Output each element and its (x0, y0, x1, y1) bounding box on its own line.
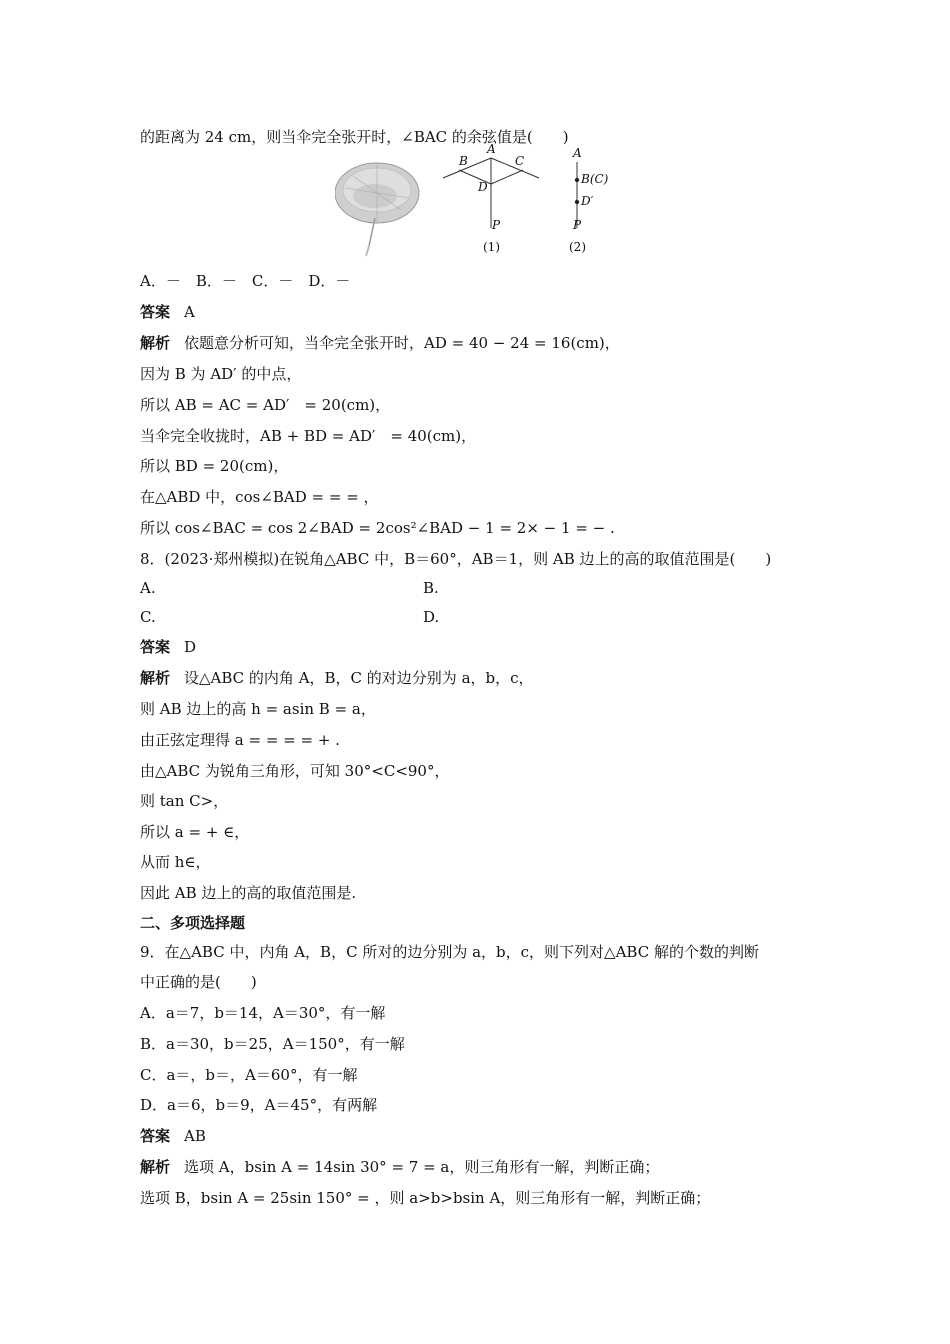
choice-line: B．a＝30，b＝25，A＝150°，有一解 (140, 1035, 405, 1053)
text-line: 所以 BD = 20(cm)， (140, 457, 289, 475)
point-label: A (487, 142, 496, 156)
answer-label: 答案 (140, 1127, 171, 1145)
choice-line: C．a＝，b＝，A＝60°，有一解 (140, 1066, 358, 1084)
text-line: 由△ABC 为锐角三角形，可知 30°<C<90°， (140, 762, 450, 780)
question-line: 中正确的是( ) (140, 973, 257, 991)
diagram-1 (443, 158, 539, 228)
text-line: 从而 h∈， (140, 853, 211, 871)
text-line: 所以 AB = AC = AD′ = 20(cm)， (140, 396, 391, 414)
text-line: 在△ABD 中，cos∠BAD = = = ， (140, 488, 379, 506)
analysis-text: 依题意分析可知，当伞完全张开时，AD = 40 − 24 = 16(cm)， (184, 334, 620, 352)
text-line: 所以 cos∠BAC = cos 2∠BAD = 2cos²∠BAD − 1 = 2× − 1 = − . (140, 519, 615, 537)
question-line: 9．在△ABC 中，内角 A，B，C 所对的边分别为 a，b，c，则下列对△ABC 解的个数的判断 (140, 943, 759, 961)
text-line: 因此 AB 边上的高的取值范围是. (140, 884, 357, 902)
figure-caption: (1) (483, 240, 500, 254)
point-label: B(C) (581, 172, 609, 186)
choice-line (140, 577, 439, 599)
question-line: 8．(2023·郑州模拟)在锐角△ABC 中，B＝60°，AB＝1，则 AB 边上的高的取值范围是( ) (140, 550, 772, 568)
answer-value: D (184, 638, 197, 656)
choice-line: A．a＝7，b＝14，A＝30°，有一解 (140, 1004, 386, 1022)
choice-line (140, 606, 440, 628)
point-label: C (515, 154, 525, 168)
answer-value: AB (184, 1127, 206, 1145)
analysis-line (140, 667, 534, 689)
text-line: 则 AB 边上的高 h = asin B = a， (140, 700, 376, 718)
answer-line (140, 1125, 206, 1147)
point-label: D′ (581, 194, 594, 208)
point-label: P (492, 218, 501, 232)
text-line: 由正弦定理得 a = = = = + . (140, 731, 340, 749)
analysis-text: 设△ABC 的内角 A，B，C 的对边分别为 a，b，c， (184, 669, 534, 687)
point-label: B (459, 154, 468, 168)
analysis-label: 解析 (140, 1158, 171, 1176)
text-line: 选项 B，bsin A = 25sin 150° = ，则 a>b>bsin A，则三角形有一解，判断正确； (140, 1189, 711, 1207)
choice-a: A. (140, 579, 156, 597)
text-line: 因为 B 为 AD′ 的中点， (140, 365, 302, 383)
analysis-label: 解析 (140, 334, 171, 352)
umbrella-photo (335, 163, 419, 256)
choice-d: D. (423, 608, 440, 626)
point-label: D (478, 180, 488, 194)
answer-value: A (184, 303, 195, 321)
answer-line (140, 301, 195, 323)
figure-caption: (2) (569, 240, 586, 254)
text-line: 则 tan C>， (140, 792, 229, 810)
answer-label: 答案 (140, 638, 171, 656)
text-line: 当伞完全收拢时，AB + BD = AD′ = 40(cm)， (140, 427, 477, 445)
choice-b: B. (423, 579, 439, 597)
choice-c: C. (140, 608, 156, 626)
point-label: P (573, 218, 582, 232)
choice-line: A．－ B．－ C．－ D．－ (140, 272, 351, 290)
text-line: 的距离为 24 cm，则当伞完全张开时，∠BAC 的余弦值是( ) (140, 128, 569, 146)
analysis-label: 解析 (140, 669, 171, 687)
answer-line (140, 636, 196, 658)
text-line: 所以 a = + ∈， (140, 823, 250, 841)
section-heading: 二、多项选择题 (140, 914, 246, 932)
analysis-text: 选项 A，bsin A = 14sin 30° = 7 = a，则三角形有一解，判断正确； (184, 1158, 660, 1176)
analysis-line (140, 332, 620, 354)
analysis-line (140, 1156, 659, 1178)
umbrella-figure (335, 142, 625, 263)
answer-label: 答案 (140, 303, 171, 321)
choice-line: D．a＝6，b＝9，A＝45°，有两解 (140, 1096, 378, 1114)
point-label: A (573, 146, 582, 160)
